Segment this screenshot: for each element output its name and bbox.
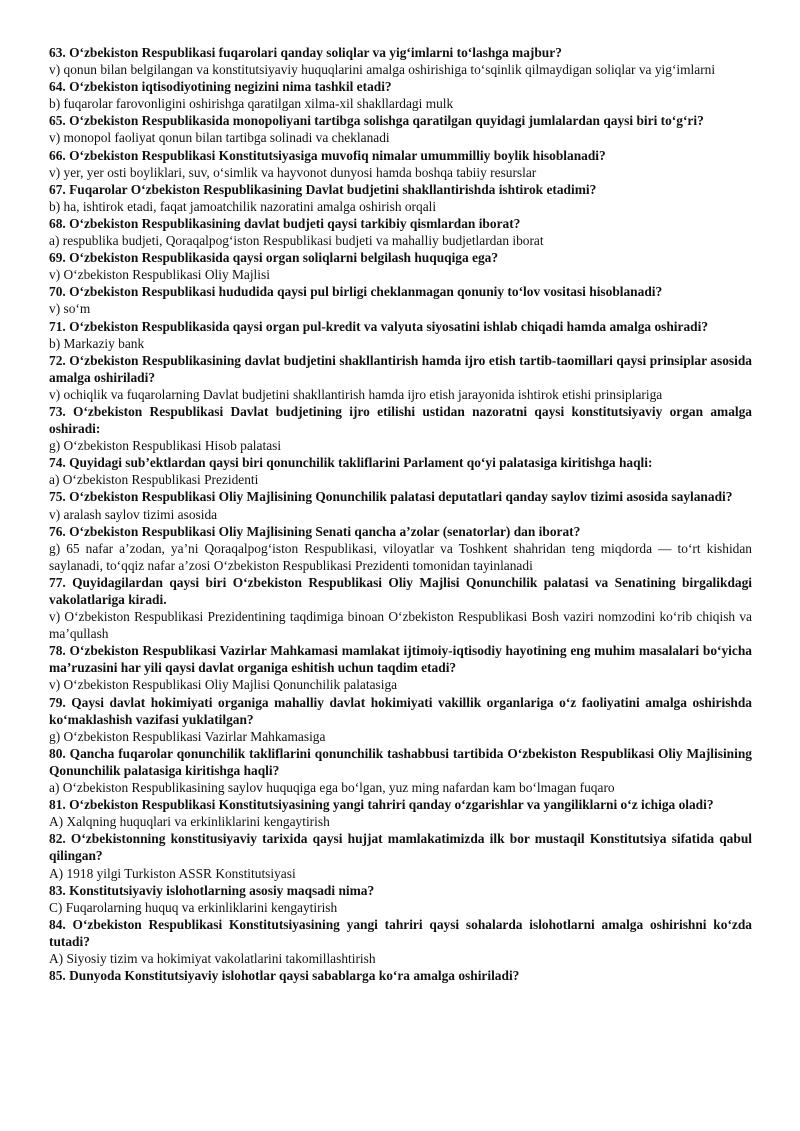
qa-item-83 — [49, 882, 752, 916]
question-74: 74. Quyidagi sub’ektlardan qaysi biri qonunchilik takliflarini Parlament qo‘yi palatasiga kiritishga haqli: — [49, 455, 653, 471]
qa-item-85 — [49, 967, 752, 984]
answer-70: v) so‘m — [49, 301, 91, 317]
qa-item-78 — [49, 642, 752, 693]
question-77: 77. Quyidagilardan qaysi biri O‘zbekiston Respublikasi Oliy Majlisi Qonunchilik palatasi va Senatining birgalikdagi vakolatlariga kiradi. — [49, 574, 752, 607]
question-66: 66. O‘zbekiston Respublikasi Konstitutsiyasiga muvofiq nimalar umummilliy boylik hisoblanadi? — [49, 147, 606, 163]
answer-83: C) Fuqarolarning huquq va erkinliklarini kengaytirish — [49, 899, 338, 915]
question-80: 80. Qancha fuqarolar qonunchilik takliflarini qonunchilik tashabbusi tartibida O‘zbekiston Respublikasi Oliy Majlisining Qonunchilik palatasiga kiritishga haqli? — [49, 745, 752, 778]
qa-item-65 — [49, 112, 752, 146]
qa-item-74 — [49, 454, 752, 488]
qa-item-67 — [49, 181, 752, 215]
question-85: 85. Dunyoda Konstitutsiyaviy islohotlar qaysi sabablarga ko‘ra amalga oshiriladi? — [49, 968, 520, 984]
qa-item-79 — [49, 694, 752, 745]
answer-77: v) O‘zbekiston Respublikasi Prezidentining taqdimiga binoan O‘zbekiston Respublikasi Bosh vaziri nomzodini ko‘rib chiqish va ma’qullash — [49, 609, 752, 642]
question-81: 81. O‘zbekiston Respublikasi Konstitutsiyasining yangi tahriri qanday o‘zgarishlar va yangiliklarni o‘z ichiga oladi? — [49, 797, 714, 813]
qa-item-68 — [49, 215, 752, 249]
qa-item-81 — [49, 796, 752, 830]
question-83: 83. Konstitutsiyaviy islohotlarning asosiy maqsadi nima? — [49, 882, 375, 898]
question-82: 82. O‘zbekistonning konstitusiyaviy tarixida qaysi hujjat mamlakatimizda ilk bor mustaqil Konstitutsiya sifatida qabul qilingan? — [49, 831, 752, 864]
qa-item-75 — [49, 488, 752, 522]
answer-75: v) aralash saylov tizimi asosida — [49, 506, 218, 522]
answer-73: g) O‘zbekiston Respublikasi Hisob palatasi — [49, 438, 282, 454]
answer-69: v) O‘zbekiston Respublikasi Oliy Majlisi — [49, 267, 270, 283]
question-84: 84. O‘zbekiston Respublikasi Konstitutsiyasining yangi tahriri qaysi sohalarda islohotlarni amalga oshirishni ko‘zda tutadi? — [49, 916, 752, 949]
answer-74: a) O‘zbekiston Respublikasi Prezidenti — [49, 472, 259, 488]
question-64: 64. O‘zbekiston iqtisodiyotining negizini nima tashkil etadi? — [49, 79, 392, 95]
answer-67: b) ha, ishtirok etadi, faqat jamoatchilik nazoratini amalga oshirish orqali — [49, 198, 437, 214]
answer-71: b) Markaziy bank — [49, 335, 145, 351]
answer-82: A) 1918 yilgi Turkiston ASSR Konstitutsiyasi — [49, 865, 296, 881]
answer-76: g) 65 nafar a’zodan, ya’ni Qoraqalpog‘iston Respublikasi, viloyatlar va Toshkent shahridan teng miqdorda — to‘rt kishidan saylanadi, to‘qqiz nafar a’zosi O‘zbekiston Respublikasi Prezidenti tomonidan tayinlanadi — [49, 540, 752, 573]
question-69: 69. O‘zbekiston Respublikasida qaysi organ soliqlarni belgilash huquqiga ega? — [49, 250, 499, 266]
answer-81: A) Xalqning huquqlari va erkinliklarini kengaytirish — [49, 814, 330, 830]
question-73: 73. O‘zbekiston Respublikasi Davlat budjetining ijro etilishi ustidan nazoratni qaysi konstitutsiyaviy organ amalga oshiradi: — [49, 403, 752, 437]
question-67: 67. Fuqarolar O‘zbekiston Respublikasining Davlat budjetini shakllantirishda ishtirok etadimi? — [49, 181, 597, 197]
question-65: 65. O‘zbekiston Respublikasida monopoliyani tartibga solishga qaratilgan quyidagi jumlalardan qaysi biri to‘g‘ri? — [49, 113, 704, 129]
question-63: 63. O‘zbekiston Respublikasi fuqarolari qanday soliqlar va yig‘imlarni to‘lashga majbur? — [49, 45, 562, 60]
qa-item-69 — [49, 249, 752, 283]
answer-63: v) qonun bilan belgilangan va konstitutsiyaviy huquqlarini amalga oshirishiga to‘sqinlik qilmaydigan soliqlar va yig‘imlarni — [49, 62, 716, 78]
answer-66: v) yer, yer osti boyliklari, suv, o‘simlik va hayvonot dunyosi hamda boshqa tabiiy resurslar — [49, 164, 537, 180]
question-78: 78. O‘zbekiston Respublikasi Vazirlar Mahkamasi mamlakat ijtimoiy-iqtisodiy hayotining eng muhim masalalari bo‘yicha ma’ruzasini har yili qaysi davlat organiga eshitish uchun taqdim etadi? — [49, 643, 752, 676]
answer-80: a) O‘zbekiston Respublikasining saylov huquqiga ega bo‘lgan, yuz ming nafardan kam bo‘lmagan fuqaro — [49, 780, 615, 796]
answer-65: v) monopol faoliyat qonun bilan tartibga solinadi va cheklanadi — [49, 130, 390, 146]
answer-64: b) fuqarolar farovonligini oshirishga qaratilgan xilma-xil shakllardagi mulk — [49, 96, 454, 112]
qa-item-63 — [49, 44, 752, 78]
qa-item-71 — [49, 318, 752, 352]
answer-78: v) O‘zbekiston Respublikasi Oliy Majlisi Qonunchilik palatasiga — [49, 677, 398, 693]
qa-item-84 — [49, 916, 752, 967]
qa-item-80 — [49, 745, 752, 796]
question-68: 68. O‘zbekiston Respublikasining davlat budjeti qaysi tarkibiy qismlardan iborat? — [49, 215, 521, 231]
qa-item-73 — [49, 403, 752, 454]
answer-84: A) Siyosiy tizim va hokimiyat vakolatlarini takomillashtirish — [49, 950, 376, 966]
question-79: 79. Qaysi davlat hokimiyati organiga mahalliy davlat hokimiyati vakillik organlariga o‘z faoliyatini amalga oshirishda ko‘maklashish vazifasi yuklatilgan? — [49, 694, 752, 727]
qa-item-76 — [49, 523, 752, 574]
answer-72: v) ochiqlik va fuqarolarning Davlat budjetini shakllantirish hamda ijro etish jarayonida ishtirok etishi prinsiplariga — [49, 386, 663, 402]
qa-item-64 — [49, 78, 752, 112]
qa-item-82 — [49, 830, 752, 881]
answer-68: a) respublika budjeti, Qoraqalpog‘iston Respublikasi budjeti va mahalliy budjetlardan iborat — [49, 233, 544, 249]
answer-79: g) O‘zbekiston Respublikasi Vazirlar Mahkamasiga — [49, 728, 326, 744]
question-70: 70. O‘zbekiston Respublikasi hududida qaysi pul birligi cheklanmagan qonuniy to‘lov vositasi hisoblanadi? — [49, 284, 663, 300]
qa-item-70 — [49, 283, 752, 317]
question-76: 76. O‘zbekiston Respublikasi Oliy Majlisining Senati qancha a’zolar (senatorlar) dan iborat? — [49, 523, 581, 539]
qa-item-72 — [49, 352, 752, 403]
qa-item-66 — [49, 147, 752, 181]
question-75: 75. O‘zbekiston Respublikasi Oliy Majlisining Qonunchilik palatasi deputatlari qanday saylov tizimi asosida saylanadi? — [49, 489, 733, 505]
question-72: 72. O‘zbekiston Respublikasining davlat budjetini shakllantirish hamda ijro etish tartib-taomillari qaysi prinsiplar asosida amalga oshiriladi? — [49, 352, 752, 385]
question-71: 71. O‘zbekiston Respublikasida qaysi organ pul-kredit va valyuta siyosatini ishlab chiqadi hamda amalga oshiradi? — [49, 318, 709, 334]
qa-item-77 — [49, 574, 752, 642]
